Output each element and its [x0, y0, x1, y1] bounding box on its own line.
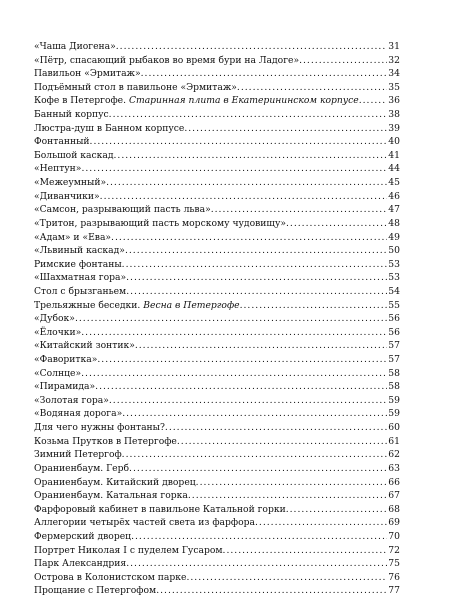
toc-entry-title: [34, 54, 299, 68]
toc-entry-page-number: 58: [388, 367, 400, 379]
toc-entry-title-text: «Шахматная гора»: [34, 272, 127, 284]
toc-entry-page-number: 60: [388, 422, 400, 434]
toc-entry: [34, 231, 400, 245]
toc-entry-page-number: 36: [388, 95, 400, 107]
toc-entry-title: [34, 476, 196, 490]
toc-entry: [34, 407, 400, 421]
toc-entry: [34, 190, 400, 204]
toc-entry-title: [34, 367, 81, 381]
toc-entry: [34, 135, 400, 149]
toc-entry: [34, 339, 400, 353]
toc-entry-title: [34, 530, 131, 544]
toc-entry-page-number: 39: [388, 122, 400, 134]
dot-leader: [81, 162, 387, 176]
toc-entry: [34, 544, 400, 558]
toc-entry-page-number: 67: [388, 490, 400, 502]
dot-leader: [95, 380, 387, 394]
toc-entry-title-text: «Нептун»: [34, 163, 82, 175]
toc-entry: [34, 81, 400, 95]
toc-entry-title-text: Римские фонтаны: [34, 258, 122, 270]
toc-entry-title-text: Ораниенбаум. Катальная горка: [34, 490, 188, 502]
dot-leader: [188, 489, 387, 503]
toc-entry: [34, 489, 400, 503]
toc-entry-title-text: «Золотая гора»: [34, 394, 109, 406]
dot-leader: [177, 435, 387, 449]
toc-entry-title-text: «Ёлочки»: [34, 326, 82, 338]
toc-entry-page-number: 59: [388, 408, 400, 420]
toc-entry-title: [34, 503, 286, 517]
toc-entry-title: [34, 380, 95, 394]
dot-leader: [111, 231, 387, 245]
dot-leader: [126, 271, 387, 285]
toc-entry-title: [34, 326, 81, 340]
toc-entry: [34, 557, 400, 571]
dot-leader: [109, 394, 387, 408]
toc-entry: [34, 448, 400, 462]
toc-entry-title: [34, 135, 90, 149]
toc-entry-page-number: 61: [388, 435, 400, 447]
toc-entry: [34, 162, 400, 176]
toc-entry: [34, 122, 400, 136]
toc-entry: [34, 94, 400, 108]
toc-entry-title-text: Козьма Прутков в Петергофе: [34, 435, 177, 447]
toc-entry: [34, 353, 400, 367]
toc-entry-title-text: «Самсон, разрывающий пасть льва»: [34, 204, 211, 216]
toc-entry-title-text: Для чего нужны фонтаны?: [34, 422, 165, 434]
toc-entry: [34, 40, 400, 54]
toc-entry-title-text: «Фаворитка»: [34, 354, 98, 366]
toc-entry-title-text: Парк Александрия: [34, 558, 127, 570]
toc-entry: [34, 271, 400, 285]
dot-leader: [106, 176, 387, 190]
toc-entry-page-number: 31: [388, 41, 400, 52]
dot-leader: [211, 203, 388, 217]
toc-entry-title: [34, 353, 97, 367]
toc-entry-title-text: Подъёмный стол в павильоне «Эрмитаж»: [34, 81, 237, 93]
toc-entry-title: [34, 571, 186, 585]
toc-entry-page-number: 58: [388, 381, 400, 393]
toc-entry-title: [34, 244, 125, 258]
dot-leader: [237, 81, 387, 95]
toc-entry-page-number: 35: [388, 81, 400, 93]
toc-entry: [34, 421, 400, 435]
toc-entry-title: [34, 81, 237, 95]
dot-leader: [299, 54, 387, 68]
toc-entry-title: [34, 312, 75, 326]
toc-entry-page-number: 59: [388, 394, 400, 406]
toc-entry-page-number: 34: [388, 68, 400, 80]
toc-entry-page-number: 75: [388, 558, 400, 570]
toc-entry-page-number: 50: [388, 245, 400, 257]
dot-leader: [100, 190, 388, 204]
dot-leader: [141, 67, 388, 81]
toc-entry-title: [34, 285, 126, 299]
toc-entry-title-text: «Львиный каскад»: [34, 245, 125, 257]
dot-leader: [186, 571, 387, 585]
toc-entry-title: [34, 203, 211, 217]
dot-leader: [125, 244, 387, 258]
toc-entry: [34, 108, 400, 122]
dot-leader: [109, 108, 388, 122]
toc-entry-title: [34, 217, 286, 231]
toc-entry-title-text: Большой каскад: [34, 149, 114, 161]
toc-entry-title-text: «Водяная дорога»: [34, 408, 123, 420]
toc-entry-title: [34, 421, 165, 435]
toc-entry-title-text: Фонтанный: [34, 136, 90, 148]
toc-entry-page-number: 32: [388, 54, 400, 66]
toc-entry-title-text: «Адам» и «Ева»: [34, 231, 112, 243]
dot-leader: [286, 503, 388, 517]
toc-entry-title: [34, 190, 100, 204]
toc-entry-title-text: «Межеумный»: [34, 177, 107, 189]
toc-entry-page-number: 47: [388, 204, 400, 216]
toc-entry-title-text: Стол с брызганьем: [34, 285, 127, 297]
dot-leader: [81, 326, 387, 340]
toc-entry-page-number: 77: [388, 585, 400, 597]
toc-entry: [34, 530, 400, 544]
toc-entry-title: [34, 448, 122, 462]
toc-entry-page-number: 56: [388, 313, 400, 325]
toc-entry-title: [34, 258, 122, 272]
toc-entry: [34, 571, 400, 585]
toc-entry-page-number: 56: [388, 326, 400, 338]
toc-entry-title: [34, 67, 141, 81]
toc-entry-page-number: 72: [388, 544, 400, 556]
toc-entry-page-number: 53: [388, 258, 400, 270]
dot-leader: [116, 40, 388, 54]
toc-entry-page-number: 38: [388, 109, 400, 121]
toc-entry-page-number: 62: [388, 449, 400, 461]
toc-entry-page-number: 44: [388, 163, 400, 175]
toc-entry-title-text: Банный корпус: [34, 109, 109, 121]
toc-entry: [34, 217, 400, 231]
toc-entry: [34, 312, 400, 326]
toc-entry-page-number: 69: [388, 517, 400, 529]
dot-leader: [286, 217, 387, 231]
toc-entry-page-number: 49: [388, 231, 400, 243]
toc-entry: [34, 476, 400, 490]
dot-leader: [81, 367, 387, 381]
toc-entry: [34, 299, 400, 313]
dot-leader: [223, 544, 388, 558]
dot-leader: [122, 407, 387, 421]
dot-leader: [122, 258, 388, 272]
toc-entry-title: [34, 108, 109, 122]
toc-entry-title-text: Прощание с Петергофом: [34, 585, 157, 597]
toc-entry-title-text: Фарфоровый кабинет в павильоне Катальной горки: [34, 503, 286, 515]
toc-entry-title: [34, 407, 122, 421]
toc-entry-page-number: 70: [388, 530, 400, 542]
toc-entry-title-text: Ораниенбаум. Китайский дворец: [34, 476, 196, 488]
toc-entry-title-text: «Пётр, спасающий рыбаков во время бури на Ладоге»: [34, 54, 300, 66]
dot-leader: [126, 285, 387, 299]
toc-entry-title: [34, 516, 255, 530]
toc-entry-title-text: Зимний Петергоф: [34, 449, 122, 461]
toc-entry: [34, 394, 400, 408]
dot-leader: [113, 149, 387, 163]
table-of-contents: [34, 40, 400, 598]
toc-entry-title-text: «Пирамида»: [34, 381, 96, 393]
toc-entry-title-text: «Солнце»: [34, 367, 82, 379]
toc-entry-title: [34, 271, 126, 285]
toc-entry-title: [34, 299, 240, 313]
dot-leader: [184, 122, 387, 136]
toc-entry-page-number: 68: [388, 503, 400, 515]
toc-entry-title-text: Павильон «Эрмитаж»: [34, 68, 141, 80]
toc-entry-title: [34, 462, 129, 476]
toc-entry-title: [34, 394, 109, 408]
toc-entry-title-text: Ораниенбаум. Герб: [34, 462, 130, 474]
dot-leader: [126, 557, 387, 571]
toc-entry-title: [34, 339, 135, 353]
toc-entry-title: [34, 162, 81, 176]
toc-entry-page-number: 53: [388, 272, 400, 284]
toc-entry-title-text: «Дубок»: [34, 313, 75, 325]
toc-entry: [34, 176, 400, 190]
toc-entry-title-text: Фермерский дворец: [34, 530, 132, 542]
toc-entry-title-text: Люстра-душ в Банном корпусе: [34, 122, 185, 134]
toc-entry: [34, 67, 400, 81]
toc-entry-page-number: 66: [388, 476, 400, 488]
toc-entry: [34, 285, 400, 299]
toc-entry: [34, 54, 400, 68]
toc-entry-page-number: 40: [388, 136, 400, 148]
dot-leader: [359, 94, 388, 108]
toc-entry-title-text: «Чаша Диогена»: [34, 41, 116, 52]
toc-entry: [34, 516, 400, 530]
toc-entry-title: [34, 557, 126, 571]
toc-entry-title: [34, 40, 116, 54]
toc-entry-page-number: 63: [388, 462, 400, 474]
toc-entry-title-text: «Диванчики»: [34, 190, 100, 202]
toc-entry-title: [34, 149, 113, 163]
toc-entry: [34, 380, 400, 394]
toc-entry: [34, 462, 400, 476]
toc-entry-title: [34, 122, 184, 136]
toc-entry-page-number: 57: [388, 340, 400, 352]
toc-entry-title-text: Аллегории четырёх частей света из фарфора: [34, 517, 255, 529]
toc-entry: [34, 326, 400, 340]
toc-entry-subtitle: Весна в Петергофе: [143, 299, 240, 311]
dot-leader: [90, 135, 388, 149]
toc-entry: [34, 503, 400, 517]
toc-entry-title-text: Острова в Колонистском парке: [34, 571, 187, 583]
toc-entry-title: [34, 176, 106, 190]
toc-entry: [34, 435, 400, 449]
toc-entry: [34, 244, 400, 258]
dot-leader: [122, 448, 388, 462]
toc-entry-title-text: Трельяжные беседки.: [34, 299, 144, 311]
dot-leader: [196, 476, 388, 490]
dot-leader: [165, 421, 387, 435]
toc-entry-title: [34, 435, 177, 449]
dot-leader: [97, 353, 387, 367]
toc-entry-page-number: 54: [388, 285, 400, 297]
toc-entry-page-number: 48: [388, 217, 400, 229]
toc-entry-title: [34, 231, 111, 245]
dot-leader: [75, 312, 387, 326]
toc-entry-title: [34, 544, 223, 558]
toc-entry-page-number: 41: [388, 149, 400, 161]
dot-leader: [131, 530, 387, 544]
toc-entry-page-number: 57: [388, 354, 400, 366]
toc-entry-title: [34, 489, 188, 503]
dot-leader: [240, 299, 388, 313]
toc-entry-title: [34, 94, 359, 108]
toc-entry-page-number: 76: [388, 571, 400, 583]
toc-entry-title-text: Портрет Николая I с пуделем Гусаром: [34, 544, 223, 556]
toc-entry: [34, 203, 400, 217]
toc-entry-title-text: «Тритон, разрывающий пасть морскому чудовищу»: [34, 217, 286, 229]
dot-leader: [129, 462, 387, 476]
toc-entry: [34, 258, 400, 272]
dot-leader: [135, 339, 387, 353]
toc-entry-page-number: 46: [388, 190, 400, 202]
toc-entry-subtitle: Старинная плита в Екатерининском корпусе: [128, 95, 359, 107]
toc-entry: [34, 367, 400, 381]
toc-entry-page-number: 45: [388, 177, 400, 189]
toc-entry-page-number: 55: [388, 299, 400, 311]
toc-entry: [34, 149, 400, 163]
toc-entry-title-text: «Китайский зонтик»: [34, 340, 135, 352]
dot-leader: [255, 516, 387, 530]
toc-entry-title-text: Кофе в Петергофе.: [34, 95, 129, 107]
